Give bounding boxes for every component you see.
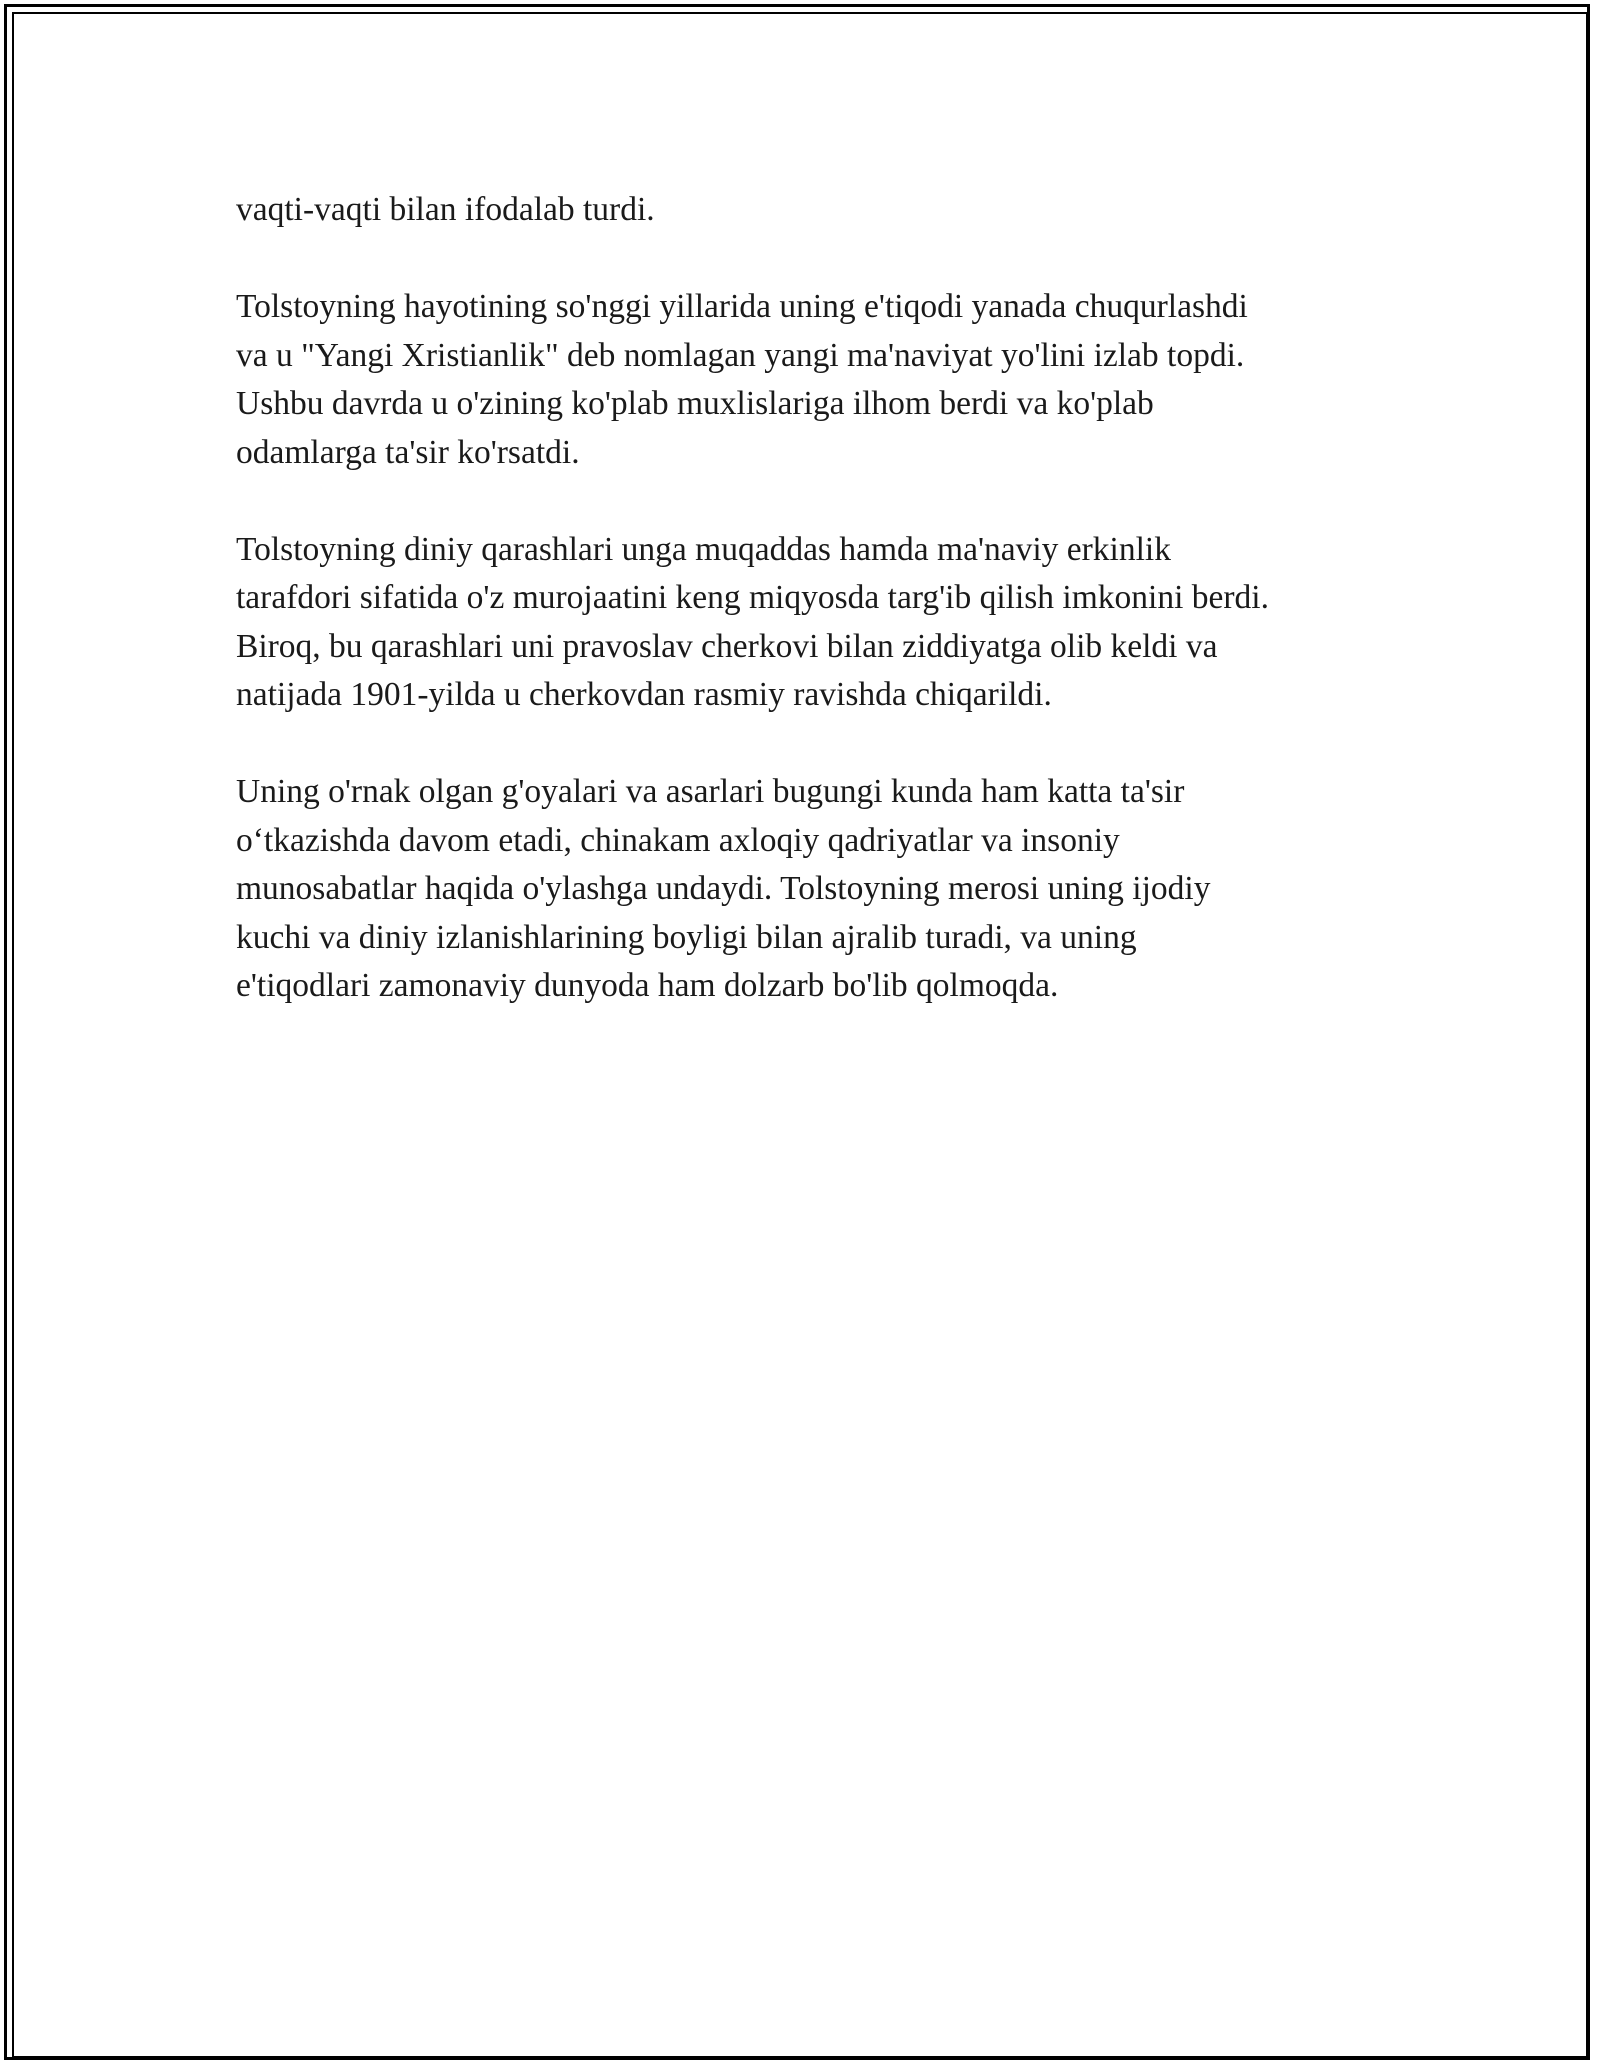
text-line: vaqti-vaqti bilan ifodalab turdi. bbox=[236, 191, 655, 228]
paragraph-3 bbox=[236, 526, 1396, 720]
text-line: Ushbu davrda u o'zining ko'plab muxlislariga ilhom berdi va ko'plab bbox=[236, 385, 1154, 422]
paragraph-4 bbox=[236, 768, 1396, 1011]
text-line: Uning o'rnak olgan g'oyalari va asarlari bugungi kunda ham katta ta'sir bbox=[236, 773, 1185, 810]
text-line: tarafdori sifatida o'z murojaatini keng miqyosda targ'ib qilish imkonini berdi. bbox=[236, 579, 1269, 616]
text-line: Biroq, bu qarashlari uni pravoslav cherkovi bilan ziddiyatga olib keldi va bbox=[236, 627, 1218, 665]
text-line: va u "Yangi Xristianlik" deb nomlagan yangi ma'naviyat yo'lini izlab topdi. bbox=[236, 336, 1245, 374]
text-line: Tolstoyning hayotining so'nggi yillarida uning e'tiqodi yanada chuqurlashdi bbox=[236, 288, 1248, 325]
text-line: natijada 1901-yilda u cherkovdan rasmiy ravishda chiqarildi. bbox=[236, 676, 1052, 713]
paragraph-1 bbox=[236, 186, 1396, 235]
text-line: Tolstoyning diniy qarashlari unga muqaddas hamda ma'naviy erkinlik bbox=[236, 530, 1171, 568]
document-body bbox=[236, 186, 1396, 1059]
text-line: munosabatlar haqida o'ylashga undaydi. Tolstoyning merosi uning ijodiy bbox=[236, 870, 1211, 907]
text-line: e'tiqodlari zamonaviy dunyoda ham dolzarb bo'lib qolmoqda. bbox=[236, 967, 1059, 1004]
text-line: o‘tkazishda davom etadi, chinakam axloqiy qadriyatlar va insoniy bbox=[236, 821, 1120, 859]
text-line: odamlarga ta'sir ko'rsatdi. bbox=[236, 433, 580, 471]
text-line: kuchi va diniy izlanishlarining boyligi bilan ajralib turadi, va uning bbox=[236, 918, 1137, 956]
paragraph-2 bbox=[236, 283, 1396, 477]
